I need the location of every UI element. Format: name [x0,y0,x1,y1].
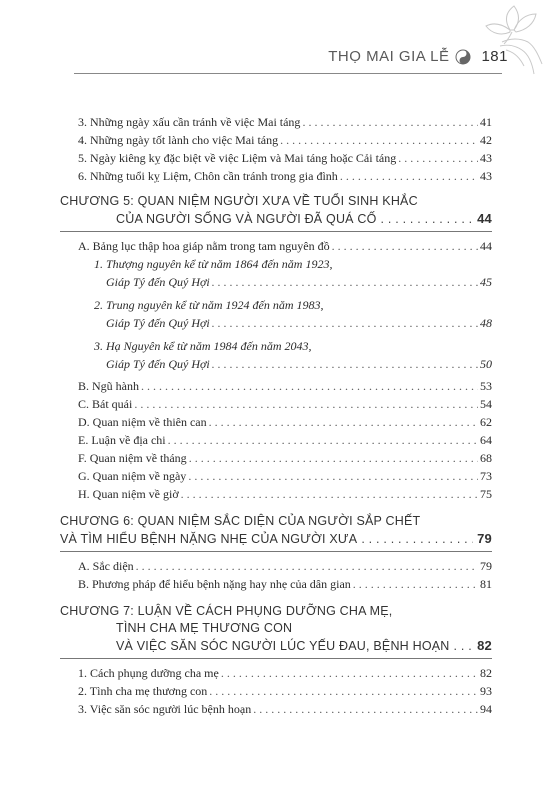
toc-entry-title: F. Quan niệm về tháng [78,451,187,465]
toc-entry-page: 79 [480,559,492,573]
page-number: 181 [481,48,508,65]
toc-entry-page: 43 [480,151,492,165]
dot-leader [168,431,478,449]
dot-leader [181,485,478,503]
dot-leader [212,273,478,291]
toc-entry [78,557,492,575]
chapter-title-line: TÌNH CHA MẸ THƯƠNG CON [116,621,293,635]
toc-entry [78,682,492,700]
dot-leader [280,131,478,149]
lotus-hand-ornament [480,2,550,82]
dot-leader [353,575,478,593]
toc-entry-page: 50 [480,357,492,371]
toc-entry-title: 2. Tình cha mẹ thương con [78,684,208,698]
chapter-title-text: VÀ VIỆC SĂN SÓC NGƯỜI LÚC YẾU ĐAU, BỆNH HOẠN [116,639,450,653]
toc-entry-line [78,296,492,314]
toc-entry-title: 3. Hạ Nguyên kể từ năm 1984 đến năm 2043, [94,339,312,353]
header-divider [74,73,502,74]
toc-entry [78,167,492,185]
toc-entry-page: 68 [480,451,492,465]
dot-leader [189,449,478,467]
toc-entry-title: H. Quan niệm về giờ [78,487,179,501]
chapter-title-text: CỦA NGƯỜI SỐNG VÀ NGƯỜI ĐÃ QUÁ CỐ [116,212,377,226]
chapter-5-heading [60,193,492,232]
dot-leader [361,531,473,548]
dot-leader [212,355,478,373]
toc-entry-page: 94 [480,702,492,716]
toc-entry-title: A. Bảng lục thập hoa giáp nằm trong tam nguyên đồ [78,239,330,253]
chapter-title-line: CHƯƠNG 6: QUAN NIỆM SẮC DIỆN CỦA NGƯỜI SẮP CHẾT [60,514,421,528]
toc-entry-page: 43 [480,169,492,183]
toc-entry-page: 53 [480,379,492,393]
dot-leader [136,557,478,575]
toc-entry-title: 2. Trung nguyên kể từ năm 1924 đến năm 1983, [94,298,324,312]
toc-entry-title: B. Ngũ hành [78,379,139,393]
toc-entry-title: B. Phương pháp để hiểu bệnh nặng hay nhẹ của dân gian [78,577,351,591]
toc-entry [78,431,492,449]
toc-entry [78,314,492,332]
table-of-contents [60,113,492,718]
yin-yang-icon [455,49,471,65]
toc-entry-title: 3. Việc săn sóc người lúc bệnh hoạn [78,702,252,716]
book-title: THỌ MAI GIA LỄ [328,48,450,65]
dot-leader [398,149,478,167]
toc-entry-title: 4. Những ngày tốt lành cho việc Mai táng [78,133,279,147]
toc-entry-title: D. Quan niệm về thiên can [78,415,207,429]
toc-entry-line [78,255,492,273]
toc-entry-title: 3. Những ngày xấu cần tránh về việc Mai táng [78,115,301,129]
dot-leader [188,467,478,485]
chapter-title-line: CHƯƠNG 7: LUẬN VỀ CÁCH PHỤNG DƯỠNG CHA MẸ, [60,604,393,618]
toc-entry-title: Giáp Tý đến Quý Hợi [106,357,210,371]
toc-entry-page: 82 [480,666,492,680]
toc-entry [78,273,492,291]
toc-entry-page: 81 [480,577,492,591]
dot-leader [141,377,478,395]
toc-entry-page: 48 [480,316,492,330]
chapter-title-line [60,637,492,654]
toc-entry-title: Giáp Tý đến Quý Hợi [106,275,210,289]
toc-entry-line [78,337,492,355]
chapter-title-text: VÀ TÌM HIỂU BỆNH NẶNG NHẸ CỦA NGƯỜI XƯA [60,532,358,546]
chapter-7-heading [60,603,492,659]
toc-entry-page: 42 [480,133,492,147]
toc-entry [78,413,492,431]
dot-leader [253,700,478,718]
toc-entry [78,237,492,255]
toc-entry-title: G. Quan niệm về ngày [78,469,187,483]
toc-entry-page: 45 [480,275,492,289]
toc-entry-page: 62 [480,415,492,429]
chapter-page: 82 [477,638,492,653]
toc-entry-page: 54 [480,397,492,411]
toc-entry-title: 1. Thượng nguyên kể từ năm 1864 đến năm 1923, [94,257,333,271]
dot-leader [209,682,478,700]
toc-entry-page: 41 [480,115,492,129]
toc-entry-title: A. Sắc diện [78,559,134,573]
chapter-page: 79 [477,531,492,546]
toc-entry [78,149,492,167]
dot-leader [381,211,474,228]
toc-entry-title: 5. Ngày kiêng kỵ đặc biệt về việc Liệm và Mai táng hoặc Cải táng [78,151,397,165]
chapter-6-heading [60,513,492,552]
toc-entry [78,395,492,413]
toc-entry-page: 73 [480,469,492,483]
toc-entry-page: 64 [480,433,492,447]
dot-leader [209,413,478,431]
toc-entry [78,355,492,373]
toc-entry [78,467,492,485]
chapter-title-line [60,530,492,547]
toc-entry-title: E. Luận về địa chi [78,433,166,447]
chapter-page: 44 [477,211,492,226]
toc-entry-title: 6. Những tuổi kỵ Liệm, Chôn cần tránh trong gia đình [78,169,338,183]
dot-leader [332,237,478,255]
dot-leader [221,664,478,682]
running-header [328,48,508,65]
toc-entry-page: 93 [480,684,492,698]
toc-entry [78,664,492,682]
dot-leader [454,638,474,655]
toc-entry [78,449,492,467]
dot-leader [302,113,478,131]
dot-leader [134,395,478,413]
toc-entry-title: 1. Cách phụng dưỡng cha mẹ [78,666,219,680]
dot-leader [212,314,478,332]
dot-leader [340,167,478,185]
toc-entry [78,113,492,131]
toc-entry-page: 44 [480,239,492,253]
toc-entry [78,377,492,395]
toc-entry [78,575,492,593]
toc-entry-page: 75 [480,487,492,501]
toc-entry-title: Giáp Tý đến Quý Hợi [106,316,210,330]
chapter-title-line [60,210,492,227]
toc-entry [78,700,492,718]
chapter-title-line: CHƯƠNG 5: QUAN NIỆM NGƯỜI XƯA VỀ TUỔI SINH KHẮC [60,194,418,208]
toc-entry [78,485,492,503]
toc-entry [78,131,492,149]
toc-entry-title: C. Bát quái [78,397,133,411]
